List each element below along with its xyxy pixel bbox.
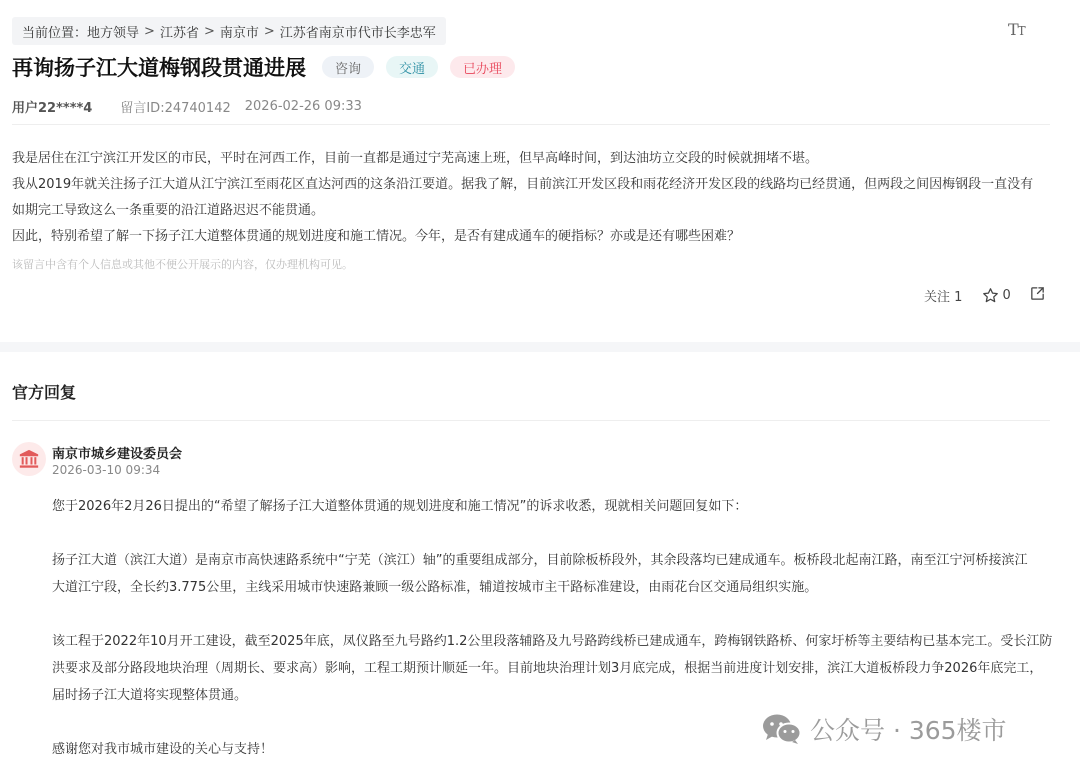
watermark-text: 公众号 · 365楼市 [810, 716, 1007, 745]
message-paragraph: 我是居住在江宁滨江开发区的市民，平时在河西工作，目前一直都是通过宁芜高速上班，但早高峰时间，到达油坊立交段的时候就拥堵不堪。 [12, 151, 819, 166]
avatar [12, 442, 46, 476]
org-name: 南京市城乡建设委员会 [52, 447, 183, 462]
font-size-icon[interactable] [1008, 20, 1025, 39]
divider [12, 420, 1050, 421]
breadcrumb-separator: > [203, 23, 215, 39]
reply-line: 届时扬子江大道将实现整体贯通。 [52, 688, 248, 703]
government-building-icon [18, 448, 40, 470]
tag-consult: 咨询 [322, 56, 374, 78]
share-icon [1029, 285, 1046, 302]
follow-label: 关注 [924, 290, 951, 305]
reply-line-blank [52, 601, 1052, 628]
breadcrumb-prefix: 当前位置： [22, 25, 88, 41]
reply-line: 该工程于2022年10月开工建设，截至2025年底，凤仪路至九号路约1.2公里段落辅路及九号路跨线桥已建成通车，跨梅钢铁路桥、何家圩桥等主要结构已基本完工。受长江防 [52, 634, 1052, 649]
reply-datetime: 2026-03-10 09:34 [52, 463, 161, 477]
reply-line: 您于2026年2月26日提出的“希望了解扬子江大道整体贯通的规划进度和施工情况”的诉求收悉，现就相关问题回复如下： [52, 499, 748, 514]
font-size-big-glyph: T [1008, 20, 1018, 39]
breadcrumb-item-current[interactable]: 江苏省南京市代市长李忠军 [279, 25, 436, 41]
message-actions [924, 285, 1046, 306]
share-button[interactable] [1029, 285, 1046, 306]
reply-line: 扬子江大道（滨江大道）是南京市高快速路系统中“宁芜（滨江）轴”的重要组成部分，目前除板桥段外，其余段落均已建成通车。板桥段北起南江路，南至江宁河桥接滨江 [52, 553, 1028, 568]
breadcrumb-item-leaders[interactable]: 地方领导 [87, 25, 140, 41]
font-size-small-glyph: T [1017, 24, 1025, 38]
breadcrumb [12, 17, 446, 45]
status-badge: 已办理 [450, 56, 515, 78]
divider [12, 124, 1050, 125]
tag-traffic: 交通 [386, 56, 438, 78]
star-icon [982, 287, 999, 304]
star-button[interactable] [982, 287, 1010, 304]
section-gap [0, 342, 1080, 352]
message-paragraph: 因此，特别希望了解一下扬子江大道整体贯通的规划进度和施工情况。今年，是否有建成通车的硬指标？亦或是还有哪些困难？ [12, 229, 741, 244]
message-paragraph: 我从2019年就关注扬子江大道从江宁滨江至雨花区直达河西的这条沿江要道。据我了解，目前滨江开发区段和雨花经济开发区段的线路均已经贯通，但两段之间因梅钢段一直没有 [12, 177, 1034, 192]
privacy-notice: 该留言中含有个人信息或其他不便公开展示的内容，仅办理机构可见。 [12, 258, 353, 271]
message-title: 再询扬子江大道梅钢段贯通进展 [12, 56, 306, 80]
follow-button[interactable] [924, 286, 962, 305]
message-datetime: 2026-02-26 09:33 [244, 99, 362, 114]
star-count: 0 [1002, 288, 1011, 303]
reply-line: 大道江宁段，全长约3.775公里，主线采用城市快速路兼顾一级公路标准，辅道按城市主干路标准建设，由雨花台区交通局组织实施。 [52, 580, 818, 595]
official-reply-card [0, 352, 1080, 772]
message-meta [12, 97, 362, 116]
reply-heading: 官方回复 [12, 383, 77, 402]
breadcrumb-item-province[interactable]: 江苏省 [159, 25, 199, 41]
message-card [0, 0, 1080, 342]
breadcrumb-separator: > [263, 23, 275, 39]
breadcrumb-item-city[interactable]: 南京市 [219, 25, 259, 41]
watermark [762, 711, 1007, 747]
user-name: 用户22****4 [12, 101, 93, 116]
reply-line-blank [52, 520, 1052, 547]
breadcrumb-separator: > [144, 23, 155, 39]
title-row [12, 52, 515, 82]
reply-line: 感谢您对我市城市建设的关心与支持！ [52, 742, 274, 757]
wechat-icon [762, 713, 802, 745]
message-id: 留言ID:24740142 [120, 101, 231, 116]
message-paragraph: 如期完工导致这么一条重要的沿江道路迟迟不能贯通。 [12, 203, 325, 218]
reply-line: 洪要求及部分路段地块治理（周期长、要求高）影响，工程工期预计顺延一年。目前地块治理计划3月底完成，根据当前进度计划安排，滨江大道板桥段力争2026年底完工， [52, 661, 1043, 676]
message-body [12, 146, 1057, 250]
follow-count: 1 [954, 290, 963, 305]
